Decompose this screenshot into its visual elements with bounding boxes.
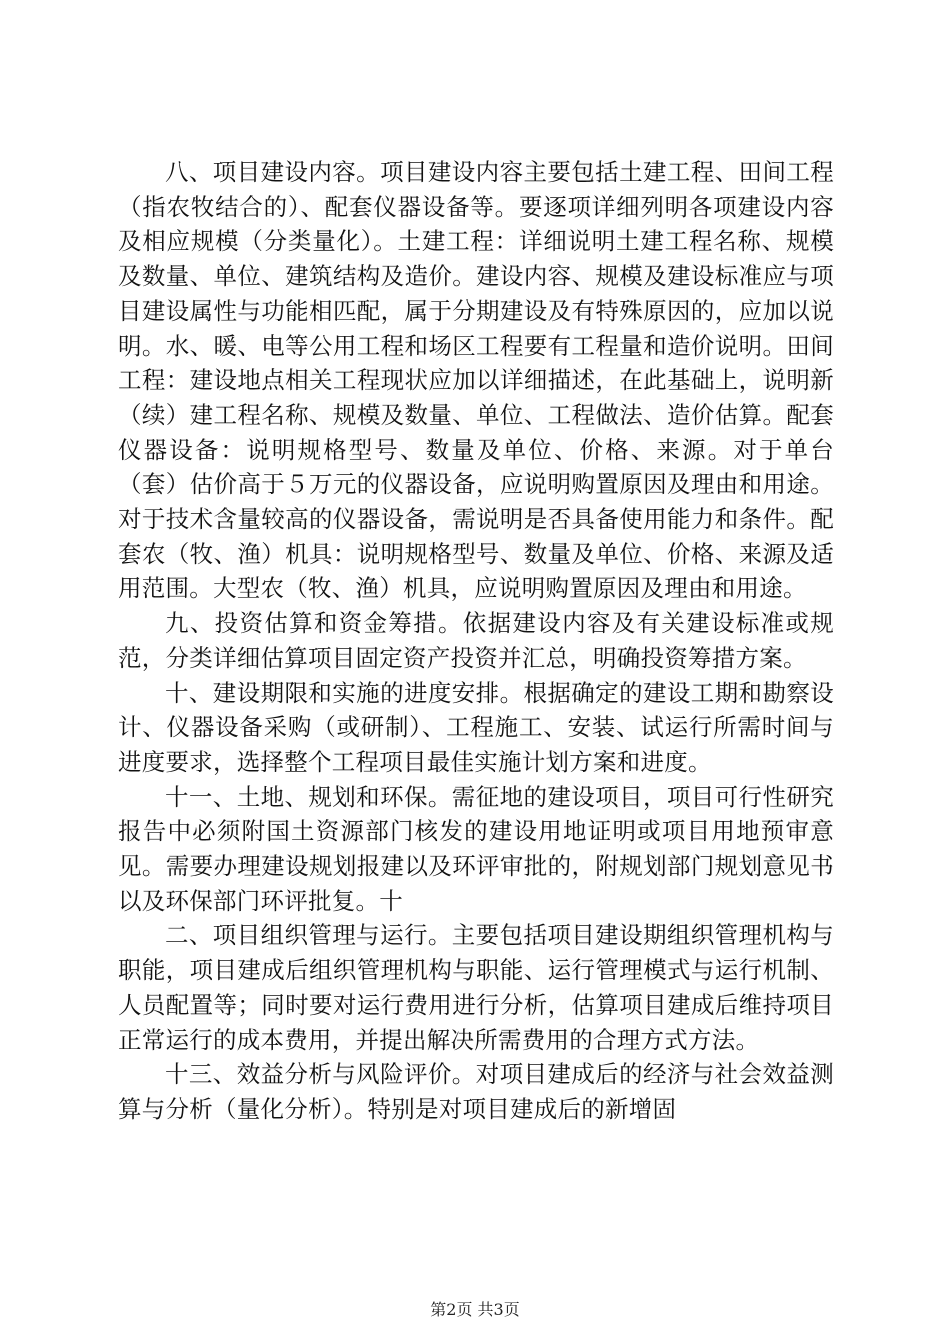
document-body <box>118 155 834 1127</box>
paragraph-section-9: 九、投资估算和资金筹措。依据建设内容及有关建设标准或规范，分类详细估算项目固定资产投资并汇总，明确投资筹措方案。 <box>118 609 834 672</box>
paragraph-section-8: 八、项目建设内容。项目建设内容主要包括土建工程、田间工程（指农牧结合的）、配套仪器设备等。要逐项详细列明各项建设内容及相应规模（分类量化）。土建工程：详细说明土建工程名称、规模及数量、单位、建筑结构及造价。建设内容、规模及建设标准应与项目建设属性与功能相匹配，属于分期建设及有特殊原因的，应加以说明。水、暖、电等公用工程和场区工程要有工程量和造价说明。田间工程：建设地点相关工程现状应加以详细描述，在此基础上，说明新（续）建工程名称、规模及数量、单位、工程做法、造价估算。配套仪器设备：说明规格型号、数量及单位、价格、来源。对于单台（套）估价高于５万元的仪器设备，应说明购置原因及理由和用途。对于技术含量较高的仪器设备，需说明是否具备使用能力和条件。配套农（牧、渔）机具：说明规格型号、数量及单位、价格、来源及适用范围。大型农（牧、渔）机具，应说明购置原因及理由和用途。 <box>118 158 834 603</box>
page-number-footer: 第2页 共3页 <box>430 1300 520 1319</box>
paragraph-section-13: 十三、效益分析与风险评价。对项目建成后的经济与社会效益测算与分析（量化分析）。特别是对项目建成后的新增固 <box>118 1060 834 1123</box>
paragraph-section-12: 二、项目组织管理与运行。主要包括项目建设期组织管理机构与职能，项目建成后组织管理机构与职能、运行管理模式与运行机制、人员配置等；同时要对运行费用进行分析，估算项目建成后维持项目正常运行的成本费用，并提出解决所需费用的合理方式方法。 <box>118 921 834 1054</box>
paragraph-section-10: 十、建设期限和实施的进度安排。根据确定的建设工期和勘察设计、仪器设备采购（或研制）、工程施工、安装、试运行所需时间与进度要求，选择整个工程项目最佳实施计划方案和进度。 <box>118 678 834 776</box>
paragraph-section-11: 十一、土地、规划和环保。需征地的建设项目，项目可行性研究报告中必须附国土资源部门核发的建设用地证明或项目用地预审意见。需要办理建设规划报建以及环评审批的，附规划部门规划意见书以及环保部门环评批复。十 <box>118 782 834 915</box>
